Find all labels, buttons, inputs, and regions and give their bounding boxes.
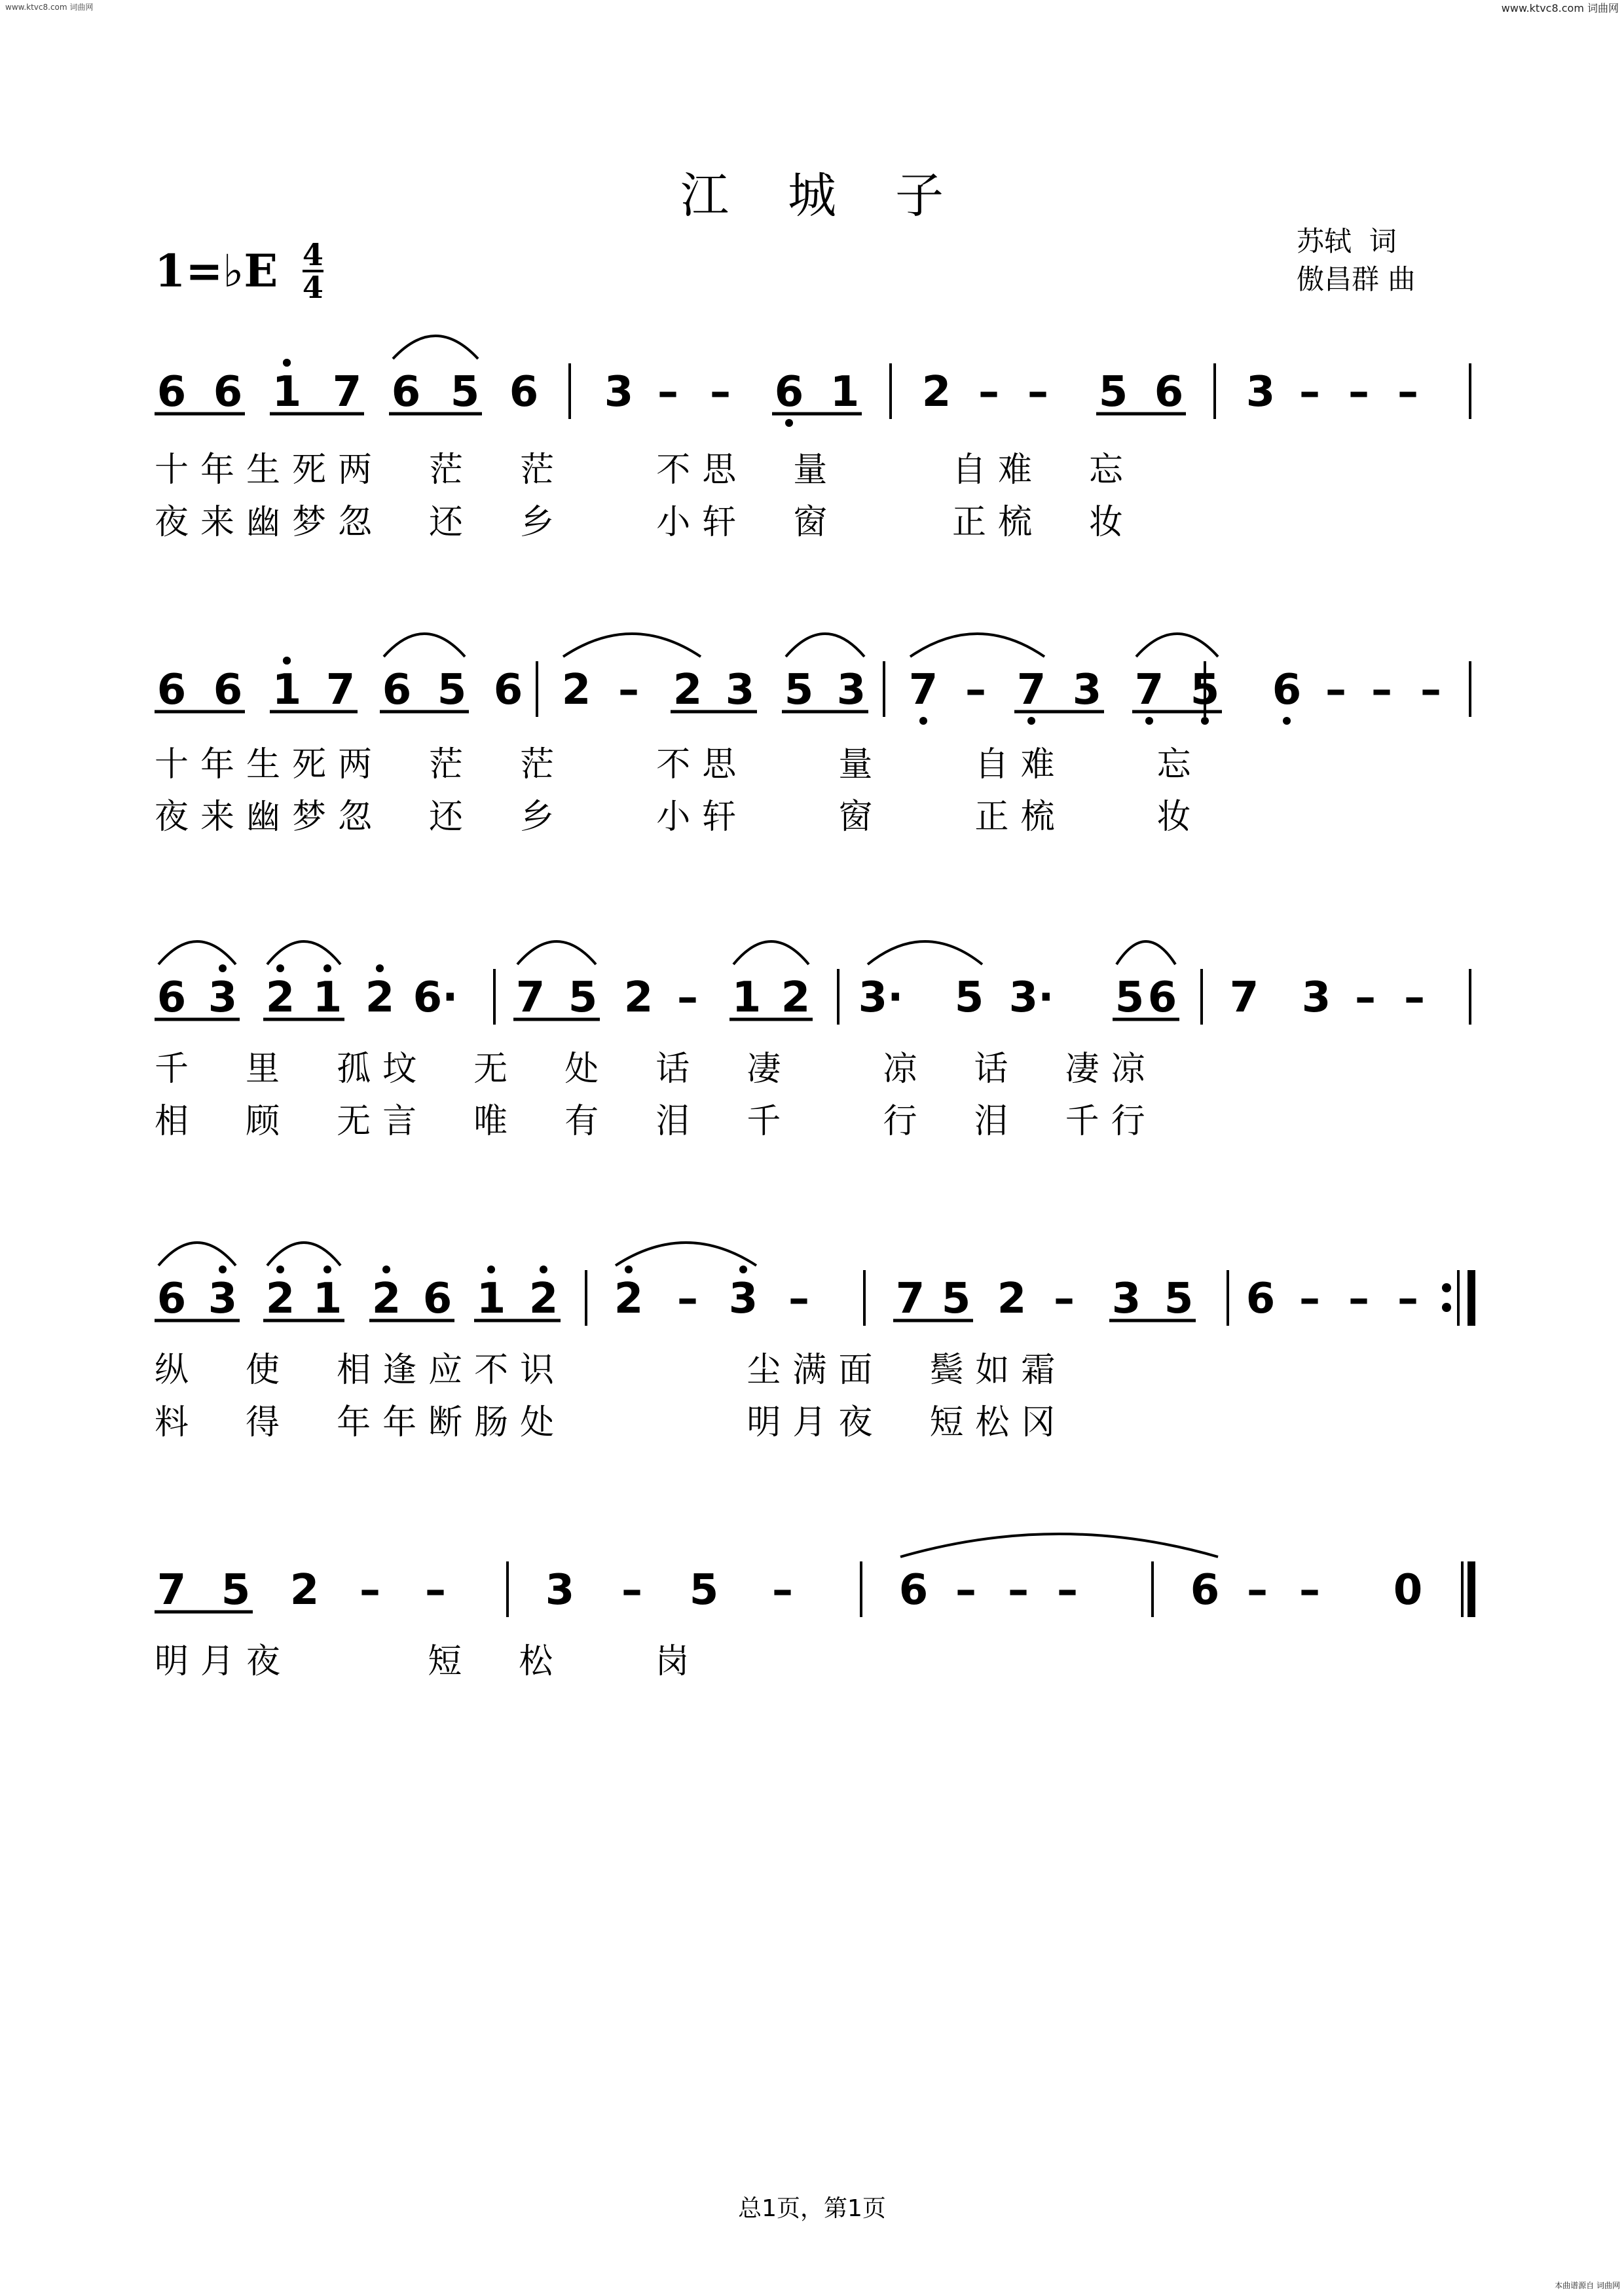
note: 5 (221, 1566, 251, 1614)
note: 6 (391, 368, 421, 416)
slur (158, 941, 236, 964)
note: 2 (289, 1566, 320, 1614)
note: 5 (689, 1566, 719, 1614)
note: 1 (312, 974, 342, 1022)
octave-dot-below (1145, 717, 1153, 725)
sustain-dash: – (955, 1566, 976, 1614)
watermark-bottom-right: 本曲谱源自 词曲网 (1555, 2281, 1620, 2290)
lyric-line: 夜来幽梦忽 还 乡 小轩 窗 正梳 妆 (155, 503, 1135, 542)
note: 1 (476, 1275, 506, 1323)
octave-dot-above (382, 1266, 390, 1273)
note: 7 (332, 368, 362, 416)
note: 1 (272, 368, 302, 416)
sustain-dash: – (677, 974, 698, 1022)
octave-dot-above (283, 657, 291, 665)
octave-dot-below (785, 419, 793, 427)
sustain-dash: – (1299, 368, 1320, 416)
slur (393, 336, 478, 359)
note: 6 (1246, 1275, 1276, 1323)
slur (158, 1243, 236, 1266)
octave-dot-above (276, 1266, 284, 1273)
note: 6 (1190, 1566, 1220, 1614)
note: 7 (1016, 666, 1046, 714)
note: 1 (731, 974, 762, 1022)
slur (267, 1243, 341, 1266)
note: 7 (515, 974, 545, 1022)
note: 3 (545, 1566, 575, 1614)
note: 2 (265, 974, 295, 1022)
octave-dot-above (323, 1266, 331, 1273)
sustain-dash: – (1299, 1275, 1320, 1323)
note: 6 (157, 368, 187, 416)
note: 5 (954, 974, 984, 1022)
note: 7 (325, 666, 356, 714)
note: 2 (921, 368, 951, 416)
note: 6 (898, 1566, 929, 1614)
note: 2 (673, 666, 703, 714)
sustain-dash: – (1404, 974, 1425, 1022)
note: 7 (1134, 666, 1164, 714)
octave-dot-below (1027, 717, 1035, 725)
note: 1 (312, 1275, 342, 1323)
sustain-dash: – (1348, 1275, 1369, 1323)
note: 3 (1111, 1275, 1141, 1323)
octave-dot-above (487, 1266, 495, 1273)
note: 2 (561, 666, 591, 714)
note: 6 (774, 368, 804, 416)
octave-dot-above (276, 964, 284, 972)
note: 6 (422, 1275, 452, 1323)
slur (616, 1243, 756, 1266)
note: 7 (895, 1275, 925, 1323)
note: 6 (1154, 368, 1184, 416)
slur (868, 941, 982, 964)
note: 7 (157, 1566, 187, 1614)
note: 2 (371, 1275, 401, 1323)
sustain-dash: – (1247, 1566, 1268, 1614)
time-signature-bottom: 4 (302, 270, 323, 305)
note: 7 (1229, 974, 1259, 1022)
note: 5 (568, 974, 598, 1022)
note: 5 (1098, 368, 1128, 416)
note: 6 (157, 666, 187, 714)
octave-dot-above (219, 1266, 227, 1273)
sustain-dash: – (1397, 368, 1418, 416)
sustain-dash: – (657, 368, 678, 416)
note: 3· (858, 974, 904, 1022)
time-signature-top: 4 (302, 237, 323, 272)
note: 3· (1008, 974, 1054, 1022)
sustain-dash: – (965, 666, 986, 714)
note: 5 (784, 666, 814, 714)
note: 3 (836, 666, 866, 714)
lyric-line: 十年生死两 茫 茫 不思 量 自难 忘 (155, 450, 1135, 490)
sustain-dash: – (788, 1275, 809, 1323)
repeat-dot (1442, 1303, 1451, 1312)
sustain-dash: – (1348, 368, 1369, 416)
note: 3 (1246, 368, 1276, 416)
note: 6 (213, 368, 243, 416)
note: 6 (382, 666, 412, 714)
repeat-dot (1442, 1283, 1451, 1292)
note: 3 (728, 1275, 758, 1323)
octave-dot-above (376, 964, 384, 972)
note: 7 (908, 666, 938, 714)
slur (733, 941, 809, 964)
note: 2 (528, 1275, 559, 1323)
octave-dot-above (625, 1266, 633, 1273)
watermark-top-left: www.ktvc8.com 词曲网 (5, 3, 94, 12)
note: 6 (213, 666, 243, 714)
key-label: 1=♭E (155, 245, 278, 298)
note: 6 (493, 666, 523, 714)
slur (910, 634, 1044, 657)
sustain-dash: – (1420, 666, 1441, 714)
sustain-dash: – (1008, 1566, 1029, 1614)
sustain-dash: – (618, 666, 639, 714)
sustain-dash: – (1325, 666, 1346, 714)
note: 5 (437, 666, 467, 714)
note: 3 (208, 1275, 238, 1323)
slur (517, 941, 596, 964)
slur (384, 634, 465, 657)
slur (1136, 634, 1218, 657)
note: 1 (272, 666, 302, 714)
watermark-top-right: www.ktvc8.com 词曲网 (1501, 2, 1619, 14)
sustain-dash: – (677, 1275, 698, 1323)
note: 3 (604, 368, 634, 416)
octave-dot-above (283, 359, 291, 367)
note: 6 (1147, 974, 1177, 1022)
song-title: 江城子 (680, 168, 1003, 224)
page-footer: 总1页，第1页 (738, 2195, 886, 2222)
note: 1 (830, 368, 860, 416)
note: 5 (941, 1275, 971, 1323)
octave-dot-below (1283, 717, 1291, 725)
sustain-dash: – (425, 1566, 446, 1614)
note: 5 (1115, 974, 1145, 1022)
slur (786, 634, 864, 657)
note: 2 (623, 974, 654, 1022)
note: 2 (781, 974, 811, 1022)
lyric-line: 纵 使 相逢应不识 尘满面 鬓如霜 (155, 1351, 1067, 1390)
slur (563, 634, 701, 657)
octave-dot-below (1201, 717, 1209, 725)
sustain-dash: – (1057, 1566, 1078, 1614)
note: 6 (157, 974, 187, 1022)
sustain-dash: – (1397, 1275, 1418, 1323)
sustain-dash: – (1355, 974, 1376, 1022)
note: 5 (1190, 666, 1220, 714)
note: 6 (1272, 666, 1302, 714)
note: 3 (1301, 974, 1331, 1022)
sustain-dash: – (1027, 368, 1048, 416)
note: 2 (265, 1275, 295, 1323)
note: 2 (365, 974, 395, 1022)
octave-dot-above (739, 1266, 747, 1273)
lyric-line: 明月夜 短 松 岗 (155, 1642, 701, 1681)
note: 3 (1072, 666, 1102, 714)
note: 0 (1393, 1566, 1423, 1614)
note: 3 (208, 974, 238, 1022)
octave-dot-above (540, 1266, 547, 1273)
octave-dot-above (219, 964, 227, 972)
note: 6 (157, 1275, 187, 1323)
sustain-dash: – (772, 1566, 793, 1614)
lyric-line: 千 里 孤坟 无 处 话 凄 凉 话 凄凉 (155, 1049, 1157, 1089)
sustain-dash: – (1054, 1275, 1075, 1323)
slur (267, 941, 341, 964)
sustain-dash: – (710, 368, 731, 416)
note: 2 (997, 1275, 1027, 1323)
note: 5 (450, 368, 480, 416)
lyric-line: 十年生死两 茫 茫 不思 量 自难 忘 (155, 745, 1203, 784)
sustain-dash: – (1299, 1566, 1320, 1614)
note: 2 (614, 1275, 644, 1323)
note: 6· (413, 974, 458, 1022)
sustain-dash: – (621, 1566, 642, 1614)
composer-credit: 傲昌群 曲 (1297, 263, 1416, 295)
lyric-line: 夜来幽梦忽 还 乡 小轩 窗 正梳 妆 (155, 797, 1203, 837)
sustain-dash: – (978, 368, 999, 416)
note: 3 (725, 666, 755, 714)
octave-dot-above (323, 964, 331, 972)
note: 5 (1164, 1275, 1194, 1323)
lyric-line: 料 得 年年断肠处 明月夜 短松冈 (155, 1403, 1067, 1442)
octave-dot-below (919, 717, 927, 725)
lyricist-credit: 苏轼 词 (1297, 225, 1397, 257)
slur (900, 1534, 1218, 1557)
sustain-dash: – (1371, 666, 1392, 714)
slur (1116, 941, 1175, 964)
note: 6 (509, 368, 539, 416)
sustain-dash: – (360, 1566, 380, 1614)
lyric-line: 相 顾 无言 唯 有 泪 千 行 泪 千行 (155, 1102, 1157, 1141)
